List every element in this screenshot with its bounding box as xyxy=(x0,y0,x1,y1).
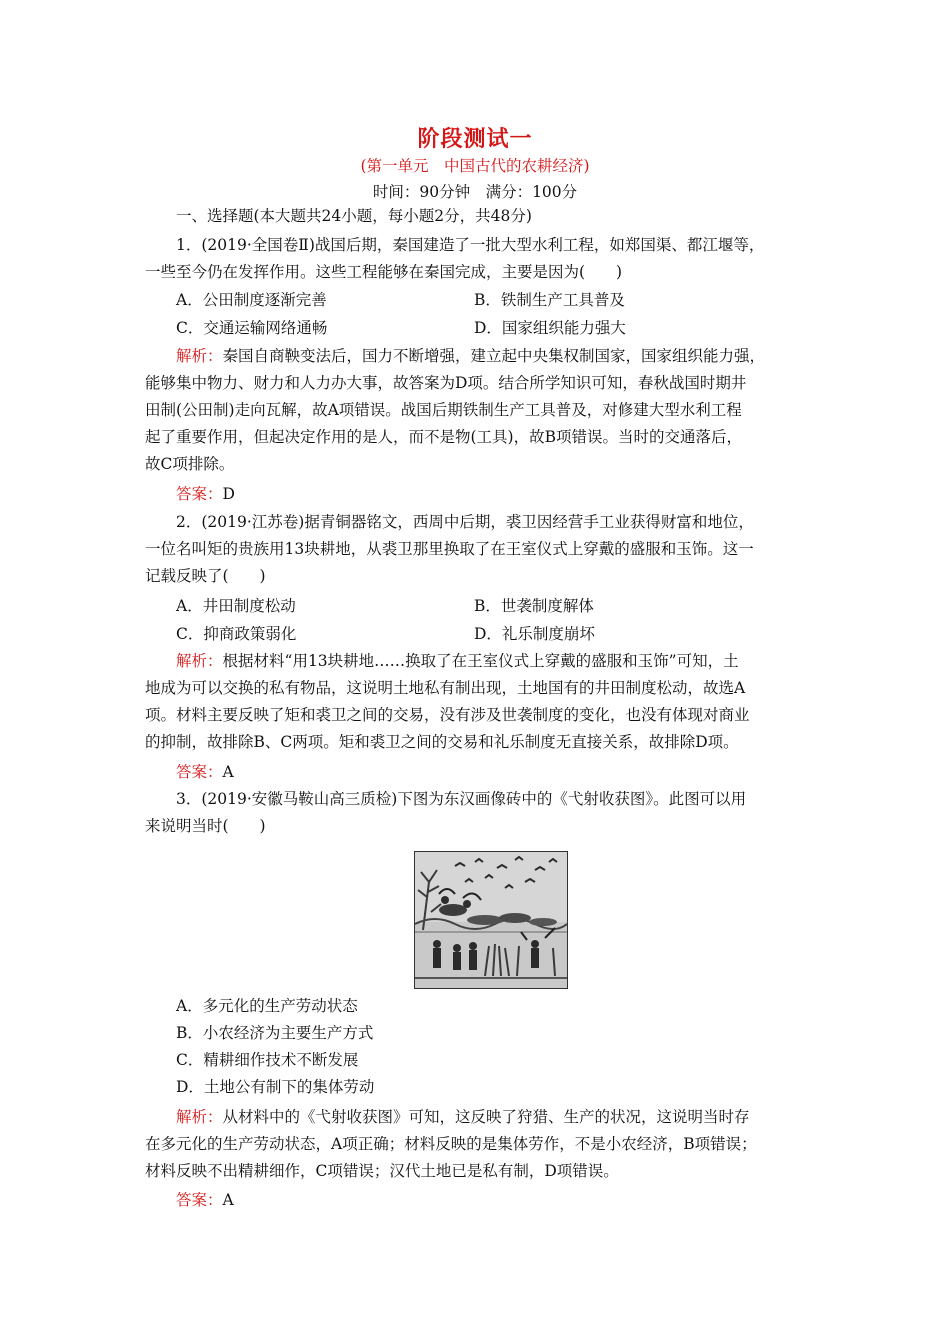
q3-option-c: C．精耕细作技术不断发展 xyxy=(176,1051,359,1069)
q3-stem-line2: 来说明当时( ) xyxy=(145,817,266,835)
q1-answer xyxy=(176,481,836,508)
q1-answer-label: 答案： xyxy=(176,485,223,503)
q2-explanation-text: 根据材料“用13块耕地……换取了在王室仪式上穿戴的盛服和玉饰”可知，土 xyxy=(222,652,739,670)
q2-explanation-line1 xyxy=(176,648,836,675)
q1-stem-line2: 一些至今仍在发挥作用。这些工程能够在秦国完成，主要是因为( ) xyxy=(145,263,623,281)
page-title: 阶段测试一 xyxy=(417,126,533,152)
exam-time-score: 时间：90分钟 满分：100分 xyxy=(372,183,578,201)
q2-explanation-line2: 地成为可以交换的私有物品，这说明土地私有制出现，土地国有的井田制度松动，故选A xyxy=(145,679,746,697)
q1-explanation-label: 解析： xyxy=(176,347,223,365)
hunting-harvest-relief-image xyxy=(414,851,568,989)
q3-explanation-label: 解析： xyxy=(176,1108,223,1126)
q1-explanation-line2: 能够集中物力、财力和人力办大事，故答案为D项。结合所学知识可知，春秋战国时期井 xyxy=(145,374,747,392)
q2-stem-line1: 2．(2019·江苏卷)据青铜器铭文，西周中后期，裘卫因经营手工业获得财富和地位， xyxy=(176,513,754,531)
q1-explanation-line3: 田制(公田制)走向瓦解，故A项错误。战国后期铁制生产工具普及，对修建大型水利工程 xyxy=(145,401,742,419)
q1-stem-line1: 1．(2019·全国卷Ⅱ)战国后期，秦国建造了一批大型水利工程，如郑国渠、都江堰等， xyxy=(176,236,765,254)
q2-explanation-label: 解析： xyxy=(176,652,223,670)
q3-answer xyxy=(176,1187,836,1214)
q2-stem-line2: 一位名叫矩的贵族用13块耕地，从裘卫那里换取了在王室仪式上穿戴的盛服和玉饰。这一 xyxy=(145,540,754,558)
section-heading: 一、选择题(本大题共24小题，每小题2分，共48分) xyxy=(176,207,532,225)
q3-explanation-line1 xyxy=(176,1104,836,1131)
q2-explanation-line3: 项。材料主要反映了矩和裘卫之间的交易，没有涉及世袭制度的变化，也没有体现对商业 xyxy=(145,706,750,724)
q1-explanation-line1 xyxy=(176,343,836,370)
q2-option-c: C．抑商政策弱化 xyxy=(176,625,297,643)
q3-explanation-line3: 材料反映不出精耕细作，C项错误；汉代土地已是私有制，D项错误。 xyxy=(145,1162,619,1180)
q3-option-a: A．多元化的生产劳动状态 xyxy=(176,997,358,1015)
q1-explanation-line5: 故C项排除。 xyxy=(145,455,235,473)
q1-option-b: B．铁制生产工具普及 xyxy=(474,291,625,309)
q1-option-d: D．国家组织能力强大 xyxy=(474,319,626,337)
q1-explanation-text: 秦国自商鞅变法后，国力不断增强，建立起中央集权制国家，国家组织能力强， xyxy=(222,347,766,365)
q2-answer xyxy=(176,759,836,786)
q2-answer-label: 答案： xyxy=(176,763,223,781)
q3-explanation-line2: 在多元化的生产劳动状态，A项正确；材料反映的是集体劳作，不是小农经济，B项错误； xyxy=(145,1135,757,1153)
q3-option-b: B．小农经济为主要生产方式 xyxy=(176,1024,374,1042)
q3-answer-label: 答案： xyxy=(176,1191,223,1209)
q2-stem-line3: 记载反映了( ) xyxy=(145,567,266,585)
q2-option-a: A．井田制度松动 xyxy=(176,597,296,615)
relief-illustration xyxy=(415,852,567,988)
q2-answer-value: A xyxy=(222,763,234,781)
q3-option-d: D．土地公有制下的集体劳动 xyxy=(176,1078,375,1096)
q2-option-b: B．世袭制度解体 xyxy=(474,597,594,615)
q2-option-d: D．礼乐制度崩坏 xyxy=(474,625,595,643)
unit-subtitle: (第一单元 中国古代的农耕经济) xyxy=(360,157,590,175)
q2-explanation-line4: 的抑制，故排除B、C两项。矩和裘卫之间的交易和礼乐制度无直接关系，故排除D项。 xyxy=(145,733,739,751)
q1-explanation-line4: 起了重要作用，但起决定作用的是人，而不是物(工具)，故B项错误。当时的交通落后， xyxy=(145,428,742,446)
q3-stem-line1: 3．(2019·安徽马鞍山高三质检)下图为东汉画像砖中的《弋射收获图》。此图可以用 xyxy=(176,790,747,808)
q3-answer-value: A xyxy=(222,1191,234,1209)
q1-option-c: C．交通运输网络通畅 xyxy=(176,319,328,337)
q1-answer-value: D xyxy=(222,485,235,503)
q3-explanation-text: 从材料中的《弋射收获图》可知，这反映了狩猎、生产的状况，这说明当时存 xyxy=(222,1108,750,1126)
q1-option-a: A．公田制度逐渐完善 xyxy=(176,291,327,309)
